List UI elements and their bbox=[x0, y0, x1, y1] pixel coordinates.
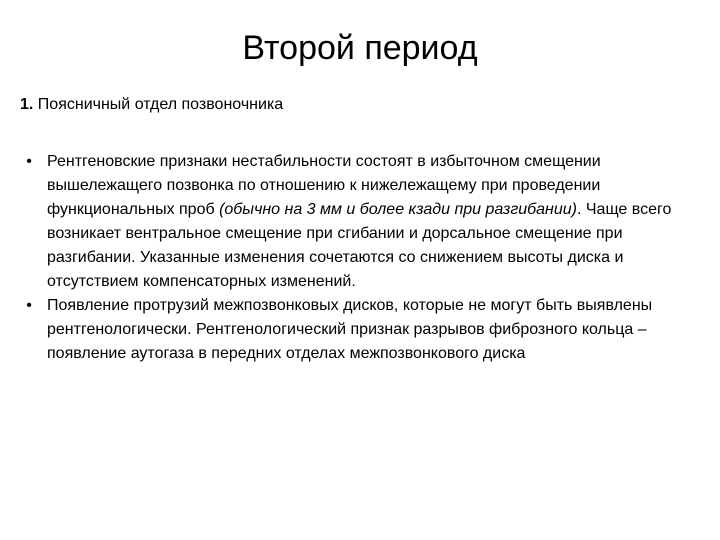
bullet-marker: • bbox=[26, 153, 32, 170]
section-title: Поясничный отдел позвоночника bbox=[37, 96, 284, 113]
section-number: 1. bbox=[20, 96, 34, 113]
section-heading bbox=[20, 95, 283, 115]
bullet-text: Рентгеновские признаки нестабильности состоят в избыточном смещении вышележащего позвонка по отношению к нижележащему при проведении функциональных проб bbox=[47, 153, 601, 218]
bullet-item bbox=[20, 150, 700, 294]
bullet-text-continued: . Чаще всего возникает вентральное смещение при сгибании и дорсальное смещение при разгибании. Указанные изменения сочетаются со снижением высоты диска и отсутствием компенсаторных изменений. bbox=[47, 201, 672, 290]
bullet-text-italic: (обычно на 3 мм и более кзади при разгибании) bbox=[219, 201, 577, 218]
slide-title: Второй период bbox=[242, 29, 478, 67]
bullet-marker: • bbox=[26, 297, 32, 314]
bullet-list bbox=[20, 150, 700, 366]
bullet-text: Появление протрузий межпозвонковых дисков, которые не могут быть выявлены рентгенологически. Рентгенологический признак разрывов фиброзного кольца – появление аутогаза в передних отделах межпозвонкового диска bbox=[47, 297, 653, 362]
bullet-item bbox=[20, 294, 700, 366]
